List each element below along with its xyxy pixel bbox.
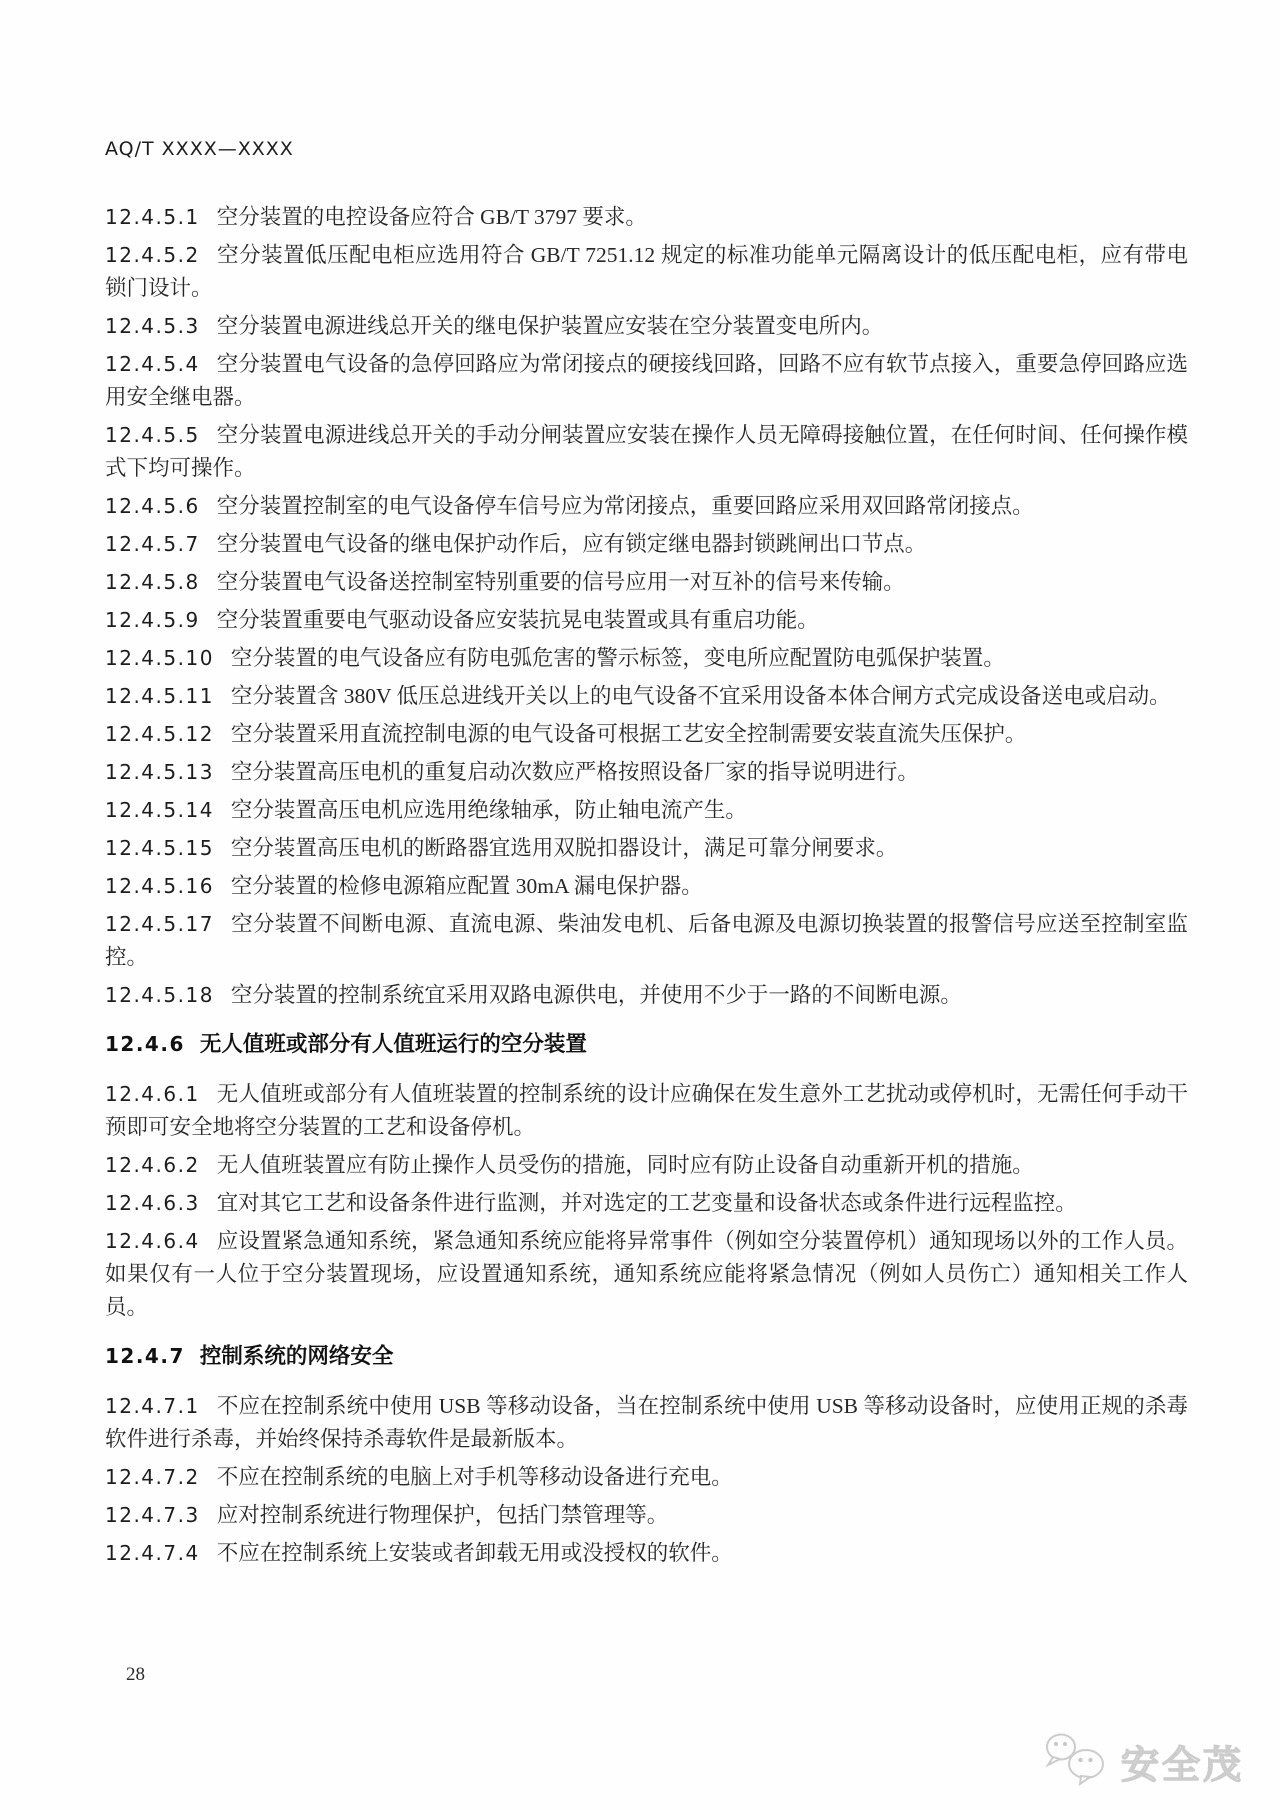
section-title: 控制系统的网络安全 — [199, 1344, 394, 1369]
clause-paragraph — [105, 1461, 1188, 1494]
clause-text: 空分装置重要电气驱动设备应安装抗晃电装置或具有重启功能。 — [216, 608, 819, 632]
clause-number: 12.4.6 — [105, 1032, 185, 1056]
clause-text: 无人值班或部分有人值班装置的控制系统的设计应确保在发生意外工艺扰动或停机时，无需任何手动干预即可安全地将空分装置的工艺和设备停机。 — [105, 1082, 1188, 1139]
clause-text: 无人值班装置应有防止操作人员受伤的措施，同时应有防止设备自动重新开机的措施。 — [216, 1153, 1034, 1177]
clause-paragraph — [105, 1537, 1188, 1570]
clause-number: 12.4.6.2 — [105, 1153, 200, 1177]
clause-paragraph — [105, 979, 1188, 1012]
clause-text: 空分装置高压电机应选用绝缘轴承，防止轴电流产生。 — [230, 798, 747, 822]
clause-paragraph — [105, 642, 1188, 675]
clause-number: 12.4.5.13 — [105, 760, 214, 784]
document-body — [105, 201, 1188, 1575]
clause-number: 12.4.6.1 — [105, 1082, 200, 1106]
clause-number: 12.4.7 — [105, 1344, 185, 1368]
clause-number: 12.4.5.15 — [105, 836, 214, 860]
clause-paragraph — [105, 832, 1188, 865]
clause-number: 12.4.5.4 — [105, 352, 200, 376]
section-heading — [105, 1340, 1188, 1373]
clause-paragraph — [105, 490, 1188, 523]
clause-paragraph — [105, 310, 1188, 343]
clause-number: 12.4.7.3 — [105, 1503, 200, 1527]
clause-number: 12.4.5.2 — [105, 243, 200, 267]
clause-number: 12.4.5.8 — [105, 570, 200, 594]
clause-text: 空分装置的电气设备应有防电弧危害的警示标签，变电所应配置防电弧保护装置。 — [230, 646, 1005, 670]
clause-paragraph — [105, 1390, 1188, 1456]
clause-paragraph — [105, 1149, 1188, 1182]
clause-paragraph — [105, 870, 1188, 903]
clause-number: 12.4.5.16 — [105, 874, 214, 898]
clause-text: 空分装置高压电机的断路器宜选用双脱扣器设计，满足可靠分闸要求。 — [230, 836, 898, 860]
clause-paragraph — [105, 528, 1188, 561]
clause-text: 空分装置不间断电源、直流电源、柴油发电机、后备电源及电源切换装置的报警信号应送至控制室监控。 — [105, 912, 1188, 969]
clause-paragraph — [105, 566, 1188, 599]
clause-number: 12.4.6.4 — [105, 1229, 200, 1253]
clause-number: 12.4.5.9 — [105, 608, 200, 632]
clause-text: 空分装置采用直流控制电源的电气设备可根据工艺安全控制需要安装直流失压保护。 — [230, 722, 1027, 746]
clause-paragraph — [105, 718, 1188, 751]
clause-number: 12.4.7.4 — [105, 1541, 200, 1565]
clause-paragraph — [105, 1225, 1188, 1324]
clause-number: 12.4.5.6 — [105, 494, 200, 518]
clause-text: 空分装置的电控设备应符合 GB/T 3797 要求。 — [216, 205, 647, 229]
clause-text: 空分装置高压电机的重复启动次数应严格按照设备厂家的指导说明进行。 — [230, 760, 919, 784]
clause-number: 12.4.5.1 — [105, 205, 200, 229]
clause-text: 空分装置含 380V 低压总进线开关以上的电气设备不宜采用设备本体合闸方式完成设备送电或启动。 — [230, 684, 1171, 708]
watermark-label: 安全茂 — [1120, 1743, 1244, 1787]
clause-paragraph — [105, 794, 1188, 827]
clause-text: 不应在控制系统中使用 USB 等移动设备，当在控制系统中使用 USB 等移动设备时，应使用正规的杀毒软件进行杀毒，并始终保持杀毒软件是最新版本。 — [105, 1394, 1188, 1451]
clause-text: 空分装置低压配电柜应选用符合 GB/T 7251.12 规定的标准功能单元隔离设计的低压配电柜，应有带电锁门设计。 — [105, 243, 1188, 300]
clause-paragraph — [105, 604, 1188, 637]
clause-text: 空分装置控制室的电气设备停车信号应为常闭接点，重要回路应采用双回路常闭接点。 — [216, 494, 1034, 518]
clause-number: 12.4.5.18 — [105, 983, 214, 1007]
clause-text: 宜对其它工艺和设备条件进行监测，并对选定的工艺变量和设备状态或条件进行远程监控。 — [216, 1191, 1077, 1215]
chat-bubbles-icon — [1043, 1732, 1111, 1791]
clause-number: 12.4.5.12 — [105, 722, 214, 746]
clause-text: 空分装置的控制系统宜采用双路电源供电，并使用不少于一路的不间断电源。 — [230, 983, 962, 1007]
clause-text: 空分装置电气设备的继电保护动作后，应有锁定继电器封锁跳闸出口节点。 — [216, 532, 927, 556]
clause-paragraph — [105, 201, 1188, 234]
clause-text: 不应在控制系统上安装或者卸载无用或没授权的软件。 — [216, 1541, 733, 1565]
clause-number: 12.4.5.7 — [105, 532, 200, 556]
clause-paragraph — [105, 908, 1188, 974]
clause-text: 空分装置电源进线总开关的继电保护装置应安装在空分装置变电所内。 — [216, 314, 884, 338]
clause-paragraph — [105, 348, 1188, 414]
clause-number: 12.4.7.2 — [105, 1465, 200, 1489]
clause-text: 空分装置的检修电源箱应配置 30mA 漏电保护器。 — [230, 874, 703, 898]
watermark — [1043, 1732, 1244, 1791]
clause-text: 应设置紧急通知系统，紧急通知系统应能将异常事件（例如空分装置停机）通知现场以外的工作人员。如果仅有一人位于空分装置现场，应设置通知系统，通知系统应能将紧急情况（例如人员伤亡）通知相关工作人员。 — [105, 1229, 1188, 1319]
clause-number: 12.4.5.14 — [105, 798, 214, 822]
clause-number: 12.4.5.10 — [105, 646, 214, 670]
clause-text: 应对控制系统进行物理保护，包括门禁管理等。 — [216, 1503, 669, 1527]
clause-paragraph — [105, 1078, 1188, 1144]
clause-number: 12.4.5.11 — [105, 684, 214, 708]
clause-paragraph — [105, 239, 1188, 305]
clause-number: 12.4.7.1 — [105, 1394, 200, 1418]
clause-paragraph — [105, 756, 1188, 789]
clause-number: 12.4.6.3 — [105, 1191, 200, 1215]
section-title: 无人值班或部分有人值班运行的空分装置 — [199, 1032, 587, 1057]
section-heading — [105, 1028, 1188, 1061]
standard-code-header: AQ/T XXXX—XXXX — [105, 138, 294, 160]
clause-paragraph — [105, 1187, 1188, 1220]
clause-text: 空分装置电气设备送控制室特别重要的信号应用一对互补的信号来传输。 — [216, 570, 905, 594]
clause-number: 12.4.5.5 — [105, 423, 200, 447]
page-number: 28 — [126, 1664, 145, 1685]
clause-text: 空分装置电气设备的急停回路应为常闭接点的硬接线回路，回路不应有软节点接入，重要急停回路应选用安全继电器。 — [105, 352, 1188, 409]
clause-paragraph — [105, 419, 1188, 485]
clause-text: 不应在控制系统的电脑上对手机等移动设备进行充电。 — [216, 1465, 733, 1489]
clause-paragraph — [105, 1499, 1188, 1532]
clause-text: 空分装置电源进线总开关的手动分闸装置应安装在操作人员无障碍接触位置，在任何时间、任何操作模式下均可操作。 — [105, 423, 1188, 480]
clause-number: 12.4.5.3 — [105, 314, 200, 338]
clause-number: 12.4.5.17 — [105, 912, 214, 936]
clause-paragraph — [105, 680, 1188, 713]
